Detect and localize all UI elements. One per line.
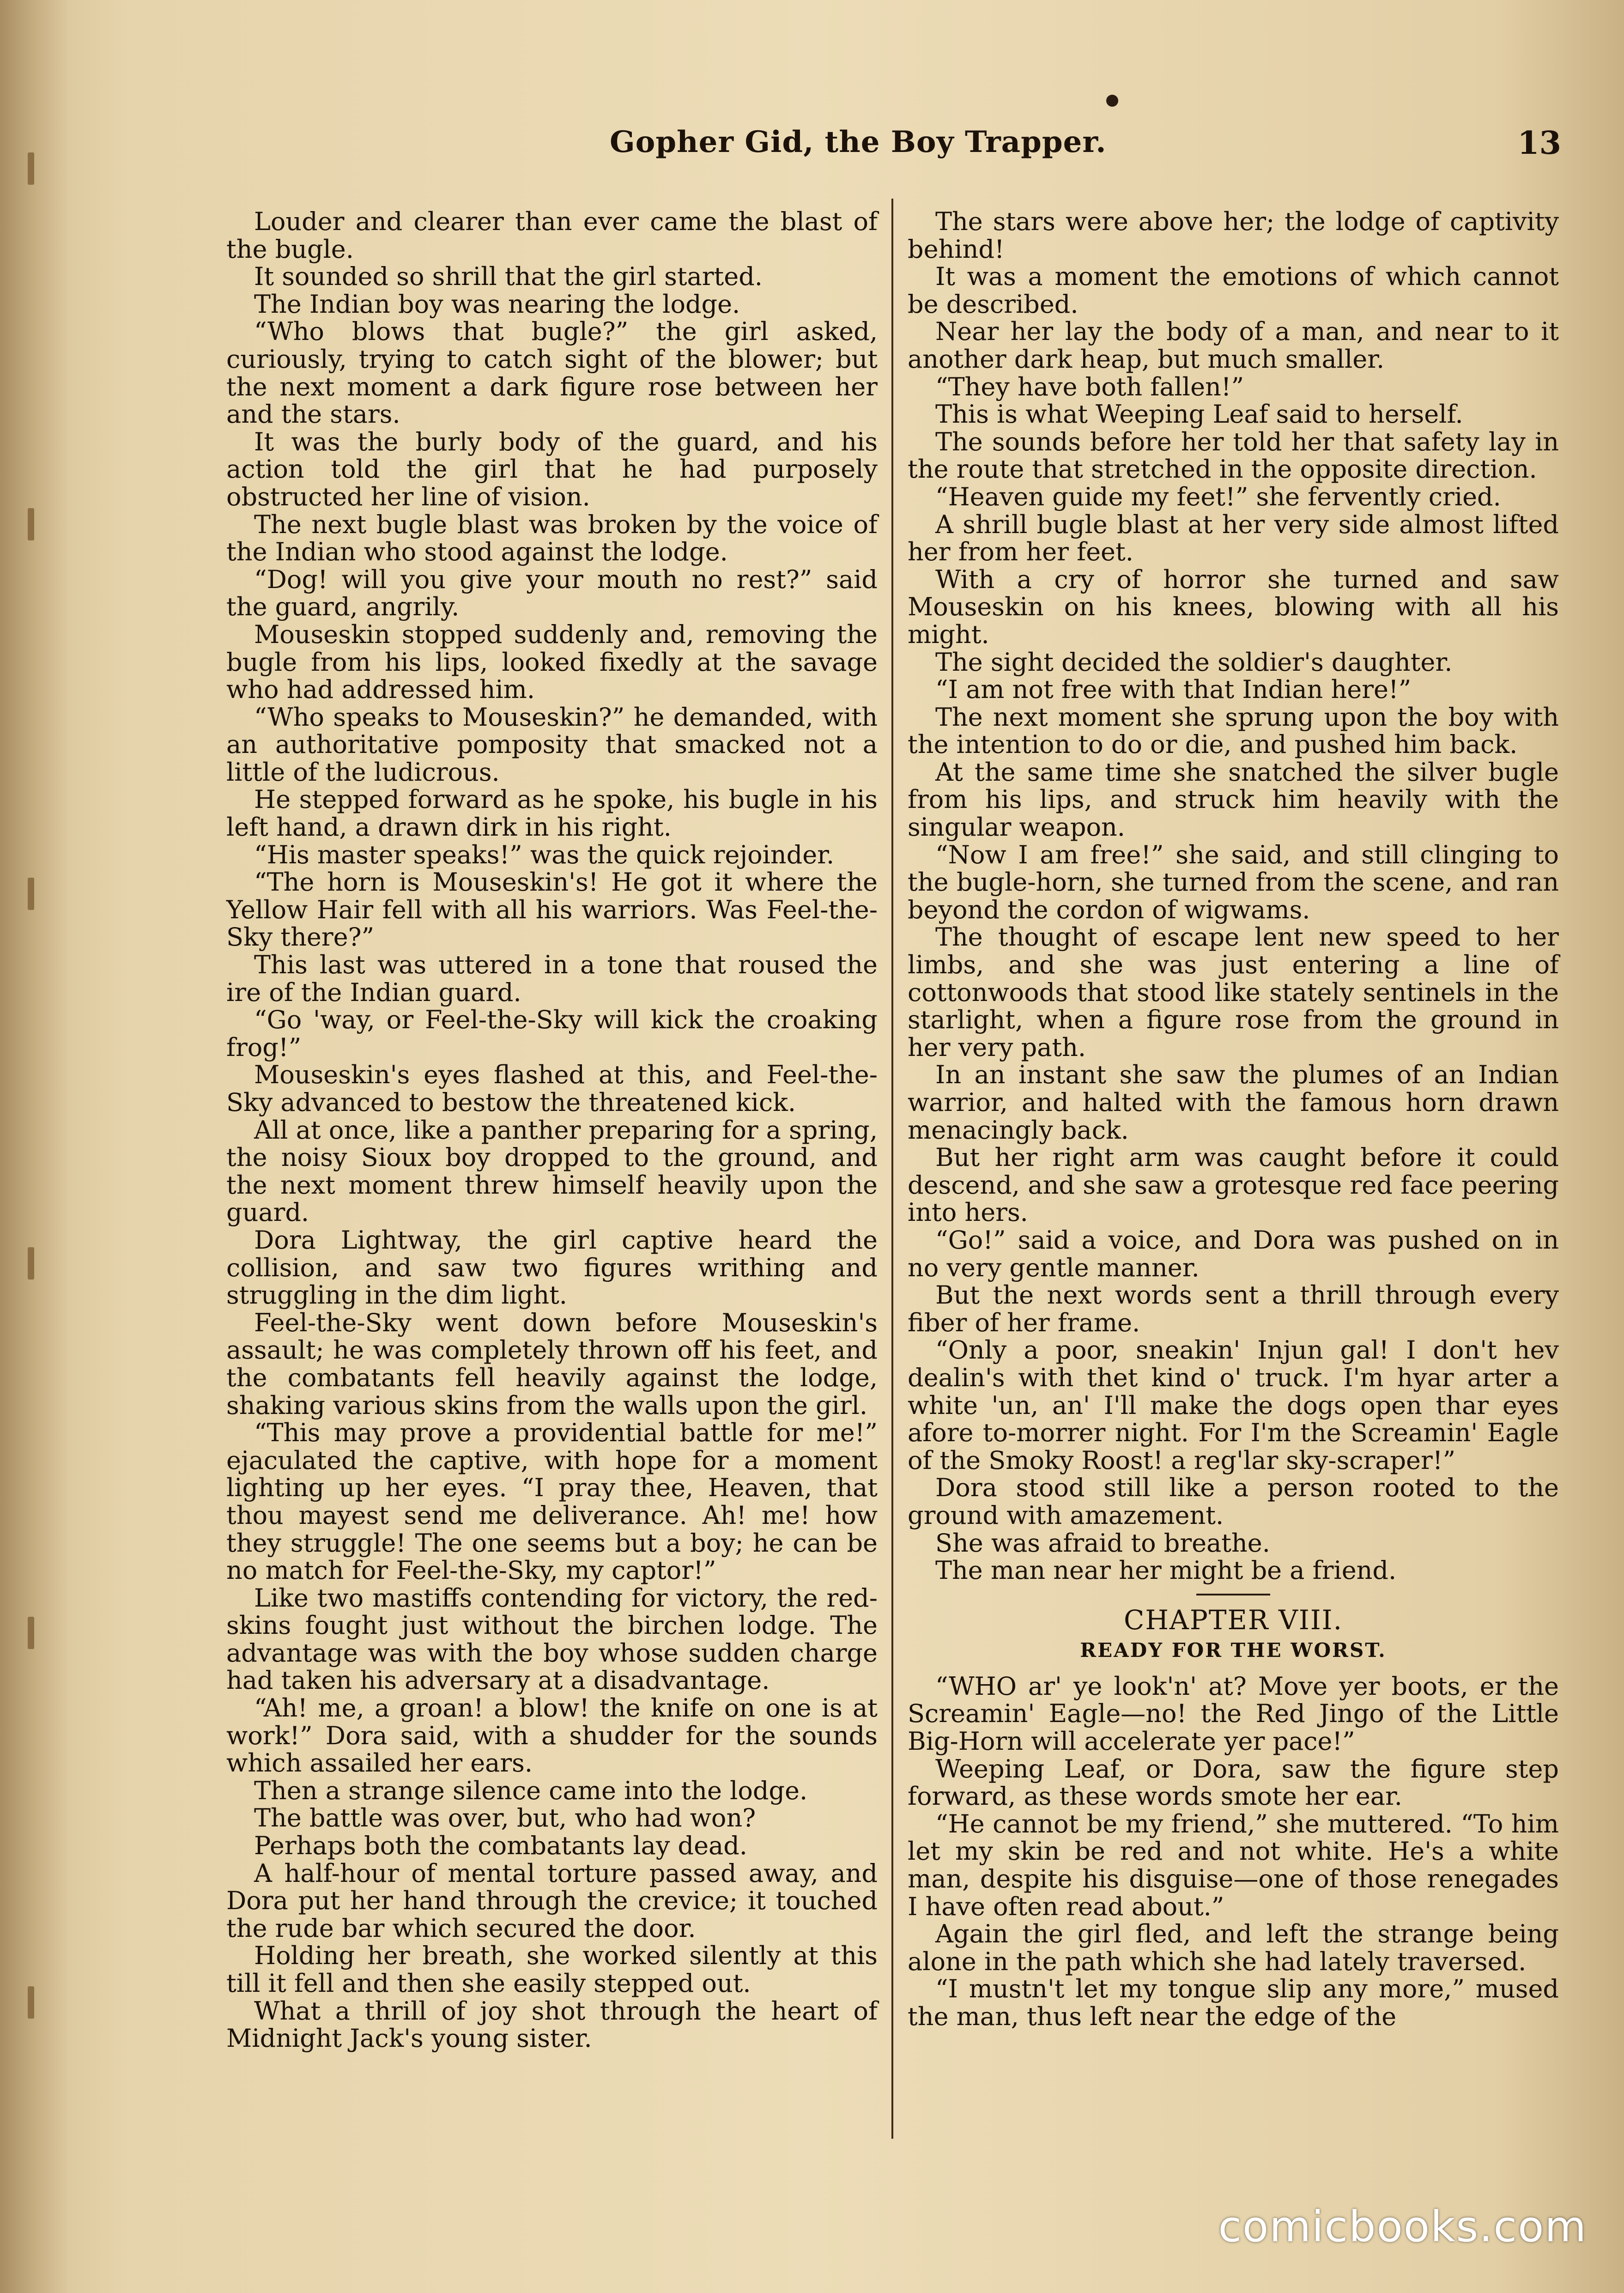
paragraph: “I am not free with that Indian here!” [935,675,1412,704]
paragraph: “He cannot be my friend,” she muttered. “To him let my skin be red and not white. He's a white man, despite his disguise—one of those renegades I have often read about.” [908,1809,1559,1921]
paragraph: “Now I am free!” she said, and still clinging to the bugle-horn, she turned from the scene, and ran beyond the cordon of wigwams. [908,840,1559,924]
paragraph: The next moment she sprung upon the boy with the intention to do or die, and pushed him back. [908,702,1559,759]
paragraph: “They have both fallen!” [935,372,1244,401]
paragraph: Holding her breath, she worked silently at this till it fell and then she easily stepped out. [226,1941,878,1998]
paragraph: “Dog! will you give your mouth no rest?” said the guard, angrily. [226,564,878,622]
paragraph: All at once, like a panther preparing for a spring, the noisy Sioux boy dropped to the ground, and the next moment threw himself heavily upon the guard. [226,1115,878,1227]
paragraph: This is what Weeping Leaf said to herself. [935,400,1463,429]
paragraph: At the same time she snatched the silver bugle from his lips, and struck him heavily with the singular weapon. [908,757,1559,842]
right-text-column [908,208,1559,2031]
paragraph: With a cry of horror she turned and saw Mouseskin on his knees, blowing with all his might. [908,564,1559,649]
paragraph: In an instant she saw the plumes of an Indian warrior, and halted with the famous horn drawn menacingly back. [908,1060,1559,1145]
paragraph: Like two mastiffs contending for victory, the red-skins fought just without the birchen lodge. The advantage was with the boy whose sudden charge had taken his adversary at a disadvantage. [226,1583,878,1695]
paragraph: “The horn is Mouseskin's! He got it where the Yellow Hair fell with all his warriors. Was Feel-the-Sky there?” [226,867,878,952]
page-binding [0,0,69,2293]
column-divider [891,199,893,2139]
binding-stitch [28,508,34,540]
binding-stitch [28,878,34,910]
paragraph: Near her lay the body of a man, and near to it another dark heap, but much smaller. [908,317,1559,374]
right-column-lower-text [908,1673,1559,2031]
paragraph: But her right arm was caught before it could descend, and she saw a grotesque red face peering into hers. [908,1143,1559,1227]
paragraph: “Go 'way, or Feel-the-Sky will kick the croaking frog!” [226,1005,878,1062]
paragraph: “Heaven guide my feet!” she fervently cried. [935,482,1501,511]
right-column-upper-text [908,208,1559,1584]
binding-stitch [28,1247,34,1280]
paragraph: Again the girl fled, and left the strange being alone in the path which she had lately traversed. [908,1919,1559,1976]
paragraph: “Only a poor, sneakin' Injun gal! I don't hev dealin's with thet kind o' truck. I'm hyar arter a white 'un, an' I'll make the dogs open thar eyes afore to-morrer night. For I'm the Screamin' Eagle of the Smoky Roost! a reg'lar sky-scraper!” [908,1335,1559,1475]
paragraph: “Go!” said a voice, and Dora was pushed on in no very gentle manner. [908,1225,1559,1282]
binding-stitch [28,152,34,185]
paragraph: It sounded so shrill that the girl started. [254,262,763,291]
running-title: Gopher Gid, the Boy Trapper. [610,125,1107,159]
ink-spot [1106,95,1118,107]
paragraph: “His master speaks!” was the quick rejoinder. [254,840,835,869]
paragraph: The sight decided the soldier's daughter. [935,647,1453,677]
paragraph: He stepped forward as he spoke, his bugle in his left hand, a drawn dirk in his right. [226,785,878,842]
paragraph: “Who speaks to Mouseskin?” he demanded, with an authoritative pomposity that smacked not a little of the ludicrous. [226,702,878,787]
paragraph: The sounds before her told her that safety lay in the route that stretched in the opposite direction. [908,427,1559,484]
chapter-heading: CHAPTER VIII. [1123,1604,1343,1636]
paragraph: “Ah! me, a groan! a blow! the knife on one is at work!” Dora said, with a shudder for the sounds which assailed her ears. [226,1693,878,1778]
paragraph: It was a moment the emotions of which cannot be described. [908,262,1559,319]
paragraph: Feel-the-Sky went down before Mouseskin's assault; he was completely thrown off his feet, and the combatants fell heavily against the lodge, shaking various skins from the walls upon the girl. [226,1308,878,1420]
page-number: 13 [1517,125,1561,162]
paragraph: She was afraid to breathe. [935,1528,1270,1558]
paragraph: A half-hour of mental torture passed away, and Dora put her hand through the crevice; it touched the rude bar which secured the door. [226,1858,878,1943]
paragraph: The battle was over, but, who had won? [254,1803,756,1833]
paragraph: Dora Lightway, the girl captive heard the collision, and saw two figures writhing and struggling in the dim light. [226,1225,878,1310]
paragraph: Weeping Leaf, or Dora, saw the figure step forward, as these words smote her ear. [908,1754,1559,1811]
paragraph: “Who blows that bugle?” the girl asked, curiously, trying to catch sight of the blower; but the next moment a dark figure rose between her and the stars. [226,317,878,429]
binding-stitch [28,1617,34,1649]
paragraph: Louder and clearer than ever came the blast of the bugle. [226,207,878,264]
paragraph: The thought of escape lent new speed to her limbs, and she was just entering a line of cottonwoods that stood like stately sentinels in the starlight, when a figure rose from the ground in her very path. [908,922,1559,1062]
paragraph: Dora stood still like a person rooted to the ground with amazement. [908,1473,1559,1530]
paragraph: The Indian boy was nearing the lodge. [254,289,740,319]
watermark-text: comicbooks.com [1218,2202,1587,2251]
paragraph: Then a strange silence came into the lodge. [254,1776,808,1805]
paragraph: But the next words sent a thrill through every fiber of her frame. [908,1280,1559,1337]
chapter-separator-rule [1196,1594,1270,1595]
paragraph: Mouseskin's eyes flashed at this, and Feel-the-Sky advanced to bestow the threatened kick. [226,1060,878,1117]
paragraph: Perhaps both the combatants lay dead. [254,1831,747,1861]
paragraph: The stars were above her; the lodge of captivity behind! [908,207,1559,264]
paragraph: This last was uttered in a tone that roused the ire of the Indian guard. [226,950,878,1007]
paragraph: A shrill bugle blast at her very side almost lifted her from her feet. [908,510,1559,567]
paragraph: The man near her might be a friend. [935,1556,1397,1585]
paragraph: It was the burly body of the guard, and his action told the girl that he had purposely obstructed her line of vision. [226,427,878,511]
paragraph: “I mustn't let my tongue slip any more,” mused the man, thus left near the edge of the [908,1974,1559,2031]
binding-stitch [28,1986,34,2019]
paragraph: Mouseskin stopped suddenly and, removing the bugle from his lips, looked fixedly at the savage who had addressed him. [226,619,878,704]
running-header [610,125,1561,180]
paragraph: What a thrill of joy shot through the heart of Midnight Jack's young sister. [226,1996,878,2053]
paragraph: The next bugle blast was broken by the voice of the Indian who stood against the lodge. [226,510,878,567]
paragraph: “This may prove a providential battle for me!” ejaculated the captive, with hope for a moment lighting up her eyes. “I pray thee, Heaven, that thou mayest send me deliverance. Ah! me! how they struggle! The one seems but a boy; he can be no match for Feel-the-Sky, my captor!” [226,1418,878,1585]
left-text-column [226,208,878,2052]
chapter-subtitle: READY FOR THE WORST. [1080,1639,1387,1662]
paragraph: “WHO ar' ye look'n' at? Move yer boots, er the Screamin' Eagle—no! the Red Jingo of the Little Big-Horn will accelerate yer pace!” [908,1671,1559,1756]
